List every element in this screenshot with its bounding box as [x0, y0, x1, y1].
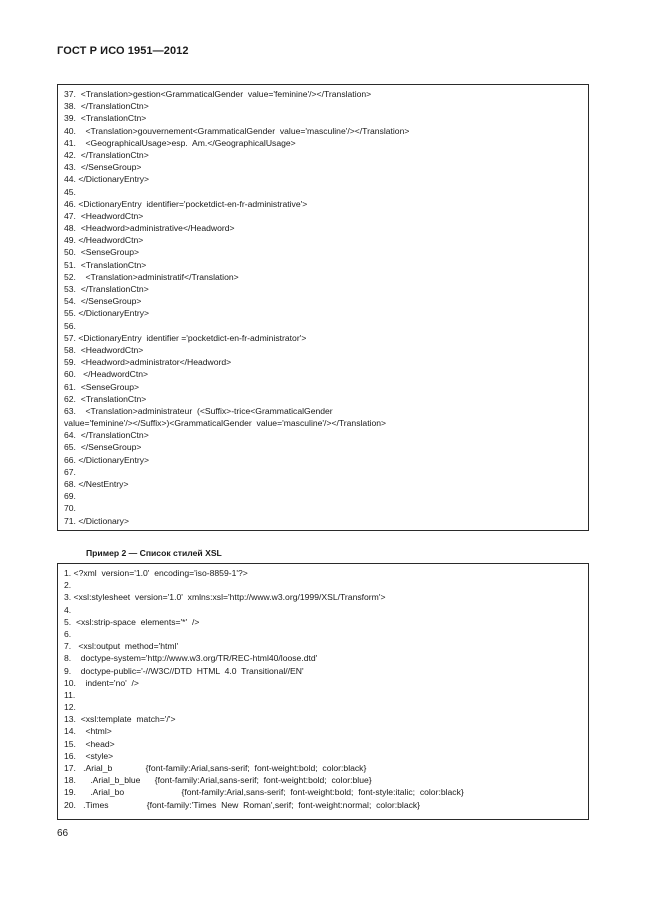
code-line: 7. <xsl:output method='html' [64, 641, 179, 652]
code-line: 47. <HeadwordCtn> [64, 210, 144, 221]
code-line: 14. <html> [64, 726, 112, 737]
code-line: 55. </DictionaryEntry> [64, 308, 150, 319]
code-line: 68. </NestEntry> [64, 479, 129, 489]
code-line: 67. [64, 466, 76, 477]
code-line: 40. <Translation>gouvernement<GrammaticalGender value='masculine'/></Translation> [64, 125, 410, 136]
code-line: 57. <DictionaryEntry identifier ='pocketdict-en-fr-administrator'> [64, 332, 307, 343]
code-line: 17. .Arial_b {font-family:Arial,sans-serif; font-weight:bold; color:black} [64, 763, 367, 773]
code-line: 6. [64, 628, 72, 639]
code-line: 1. <?xml version='1.0' encoding='iso-8859-1'?> [64, 568, 248, 578]
code-line: 59. <Headword>administrator</Headword> [64, 357, 232, 368]
code-line: 51. <TranslationCtn> [64, 259, 147, 270]
code-line: 39. <TranslationCtn> [64, 113, 147, 124]
code-line: 53. </TranslationCtn> [64, 284, 149, 294]
code-line: 3. <xsl:stylesheet version='1.0' xmlns:xsl='http://www.w3.org/1999/XSL/Transform'> [64, 592, 386, 603]
code-line: 48. <Headword>administrative</Headword> [64, 223, 235, 234]
code-line: 42. </TranslationCtn> [64, 149, 149, 160]
code-line: 65. </SenseGroup> [64, 442, 142, 453]
code-line: 37. <Translation>gestion<GrammaticalGender value='feminine'/></Translation> [64, 89, 372, 99]
document-header: ГОСТ Р ИСО 1951—2012 [57, 45, 189, 57]
code-line: value='feminine'/></Suffix>)<GrammaticalGender value='masculine'/></Translation> [64, 418, 387, 429]
code-line: 69. [64, 491, 76, 502]
code-line: 43. </SenseGroup> [64, 162, 142, 173]
code-line: 70. [64, 503, 76, 514]
code-line: 52. <Translation>administratif</Translation> [64, 271, 239, 282]
code-line: 20. .Times {font-family:'Times New Roman',serif; font-weight:normal; color:black} [64, 799, 421, 810]
code-line: 49. </HeadwordCtn> [64, 235, 144, 246]
code-line: 54. </SenseGroup> [64, 296, 142, 307]
code-line: 44. </DictionaryEntry> [64, 174, 150, 185]
code-line: 50. <SenseGroup> [64, 247, 140, 258]
code-line: 8. doctype-system='http://www.w3.org/TR/REC-html40/loose.dtd' [64, 653, 318, 664]
code-line: 64. </TranslationCtn> [64, 430, 149, 441]
code-line: 2. [64, 580, 72, 591]
code-line: 10. indent='no' /> [64, 677, 139, 688]
code-line: 66. </DictionaryEntry> [64, 454, 150, 465]
code-line: 58. <HeadwordCtn> [64, 344, 144, 355]
code-line: 19. .Arial_bo {font-family:Arial,sans-serif; font-weight:bold; font-style:italic; color:black} [64, 787, 464, 798]
code-line: 71. </Dictionary> [64, 515, 129, 526]
code-line: 45. [64, 186, 76, 197]
code-block-xml [57, 84, 589, 531]
code-line: 61. <SenseGroup> [64, 381, 140, 392]
code-line: 16. <style> [64, 750, 114, 761]
page-number: 66 [57, 828, 69, 839]
code-line: 60. </HeadwordCtn> [64, 369, 149, 380]
code-line: 46. <DictionaryEntry identifier='pocketdict-en-fr-administrative'> [64, 198, 308, 209]
code-line: 5. <xsl:strip-space elements='*' /> [64, 616, 200, 627]
code-block-xsl [57, 563, 589, 820]
code-line: 11. [64, 689, 76, 700]
example-caption: Пример 2 — Список стилей XSL [86, 548, 222, 558]
code-line: 4. [64, 604, 72, 615]
code-line: 18. .Arial_b_blue {font-family:Arial,sans-serif; font-weight:bold; color:blue} [64, 775, 372, 786]
code-line: 41. <GeographicalUsage>esp. Am.</GeographicalUsage> [64, 137, 296, 148]
code-line: 56. [64, 320, 76, 331]
code-line: 13. <xsl:template match='/'> [64, 714, 176, 725]
code-line: 63. <Translation>administrateur (<Suffix>-trice<GrammaticalGender [64, 405, 333, 416]
code-line: 38. </TranslationCtn> [64, 101, 149, 112]
code-line: 12. [64, 702, 76, 713]
code-line: 62. <TranslationCtn> [64, 393, 147, 404]
code-line: 9. doctype-public='-//W3C//DTD HTML 4.0 Transitional//EN' [64, 665, 304, 676]
code-line: 15. <head> [64, 738, 115, 749]
